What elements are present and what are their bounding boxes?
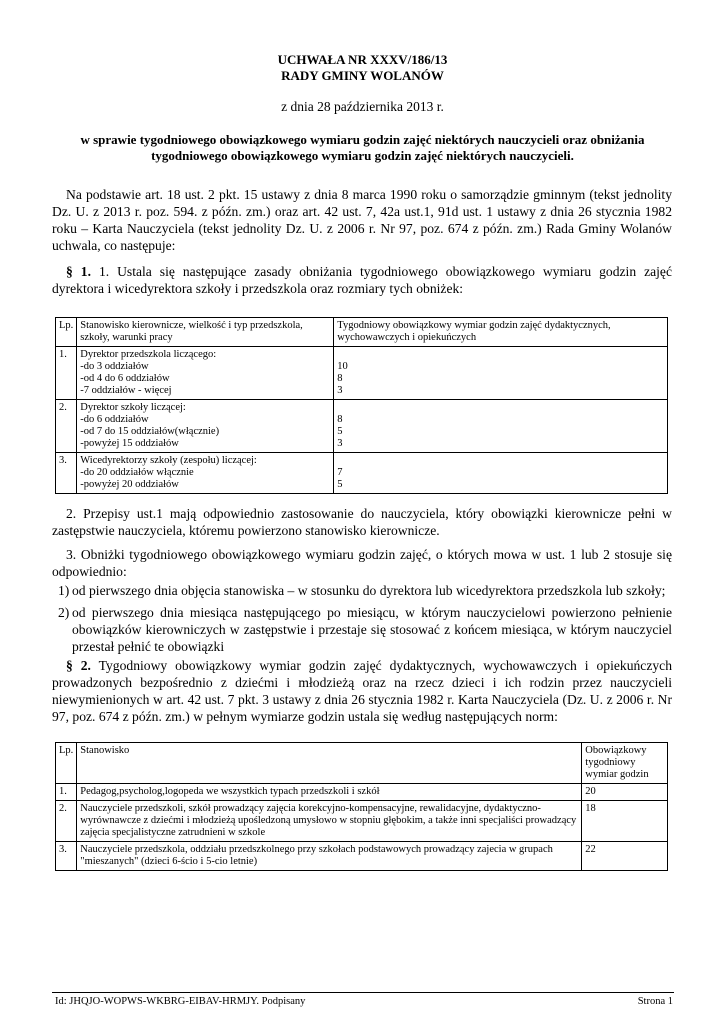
preamble: Na podstawie art. 18 ust. 2 pkt. 15 ustawy z dnia 8 marca 1990 roku o samorządzie gminnym (tekst jednolity Dz. U. z 2013 r. poz. 594. z późn. zm.) oraz art. 42 ust. 7, 42a ust.1, 91d ust. 1 ustawy z dnia 26 stycznia 1982 roku – Karta Nauczyciela (tekst jednolity Dz. U. z 2006 r. Nr 97, poz. 674 z późn. zm.) Rada Gminy Wolanów uchwala, co następuje: — [52, 187, 672, 253]
list-text: od pierwszego dnia miesiąca następującego po miesiącu, w którym nauczycielowi powierzono pełnienie obowiązków kierowniczych w zastępstwie i przestaje się stosować z końcem miesiąca, w którym nauczyciel przestał pełnić te obowiązki — [72, 605, 672, 654]
hours-value: 10 — [337, 361, 348, 372]
list-number: 1) — [58, 583, 70, 598]
row-lp: 2. — [56, 801, 77, 842]
table-row — [56, 801, 668, 842]
position-line: Wicedyrektorzy szkoły (zespołu) liczącej: — [80, 455, 257, 466]
row-lp: 3. — [56, 842, 77, 871]
row-lp: 3. — [56, 453, 77, 494]
table-header-row — [56, 318, 668, 347]
hours-spacer — [337, 349, 664, 361]
reduction-table — [55, 317, 668, 494]
table-row — [56, 347, 668, 400]
hours-value: 8 — [337, 373, 343, 384]
paragraph-2: 2. Przepisy ust.1 mają odpowiednio zastosowanie do nauczyciela, który obowiązki kierownicze pełni w zastępstwie nauczyciela, któremu powierzono stanowisko kierownicze. — [52, 506, 672, 538]
row-position — [77, 400, 334, 453]
table-row — [56, 784, 668, 801]
position-line: Dyrektor przedszkola liczącego: — [80, 349, 217, 360]
row-hours: 18 — [582, 801, 668, 842]
hours-value: 7 — [337, 467, 343, 478]
header-lp: Lp. — [56, 318, 77, 347]
section-1-paragraph — [52, 263, 672, 297]
hours-spacer — [337, 402, 664, 414]
document-id: Id: JHQJO-WOPWS-WKBRG-EIBAV-HRMJY. Podpisany — [55, 996, 306, 1007]
section-1-mark: § 1. — [66, 264, 91, 279]
row-lp: 2. — [56, 400, 77, 453]
hours-value: 5 — [337, 426, 343, 437]
section-1-text: 1. Ustala się następujące zasady obniżania tygodniowego obowiązkowego wymiaru godzin zajęć dyrektora i wicedyrektora szkoły i przedszkola oraz rozmiary tych obniżek: — [52, 264, 673, 296]
header-lp: Lp. — [56, 743, 77, 784]
hours-value: 3 — [337, 385, 343, 396]
table-header-row — [56, 743, 668, 784]
hours-value: 3 — [337, 438, 343, 449]
row-hours: 20 — [582, 784, 668, 801]
council-name: RADY GMINY WOLANÓW — [281, 68, 444, 83]
workload-table — [55, 742, 668, 871]
header-hours: Tygodniowy obowiązkowy wymiar godzin zajęć dydaktycznych, wychowawczych i opiekuńczych — [334, 318, 668, 347]
hours-spacer — [337, 455, 664, 467]
position-line: -powyżej 20 oddziałów — [80, 479, 179, 490]
table-row — [56, 842, 668, 871]
row-hours — [334, 400, 668, 453]
resolution-date: z dnia 28 października 2013 r. — [281, 99, 444, 114]
header-position: Stanowisko kierownicze, wielkość i typ przedszkola, szkoły, warunki pracy — [77, 318, 334, 347]
row-hours: 22 — [582, 842, 668, 871]
hours-value: 8 — [337, 414, 343, 425]
row-position: Nauczyciele przedszkoli, szkół prowadzący zajęcia korekcyjno-kompensacyjne, rewalidacyjne, dydaktyczno-wyrównawcze z dziećmi i młodzieżą upośledzoną umysłowo w stopniu głębokim, a także inni specjaliści prowadzący zajęcia specjalistyczne zatrudnieni w szkole — [77, 801, 582, 842]
position-line: -powyżej 15 oddziałów — [80, 438, 179, 449]
header-hours: Obowiązkowy tygodniowy wymiar godzin — [582, 743, 668, 784]
position-line: -do 3 oddziałów — [80, 361, 149, 372]
row-lp: 1. — [56, 784, 77, 801]
header-position: Stanowisko — [77, 743, 582, 784]
section-2-text: Tygodniowy obowiązkowy wymiar godzin zajęć dydaktycznych, wychowawczych i opiekuńczych prowadzonych bezpośrednio z dziećmi i młodzieżą oraz na rzecz dzieci i ich rodzin przez nauczycieli niewymienionych w art. 42 ust. 7 pkt. 3 ustawy z dnia 26 stycznia 1982 r. Karta Nauczyciela (Dz. U. z 2006 r. Nr 97, poz. 674 z późn. zm.) w pełnym wymiarze godzin ustala się według następujących norm: — [52, 658, 673, 724]
row-lp: 1. — [56, 347, 77, 400]
page-number: Strona 1 — [637, 996, 673, 1007]
table-row — [56, 453, 668, 494]
position-line: -od 4 do 6 oddziałów — [80, 373, 170, 384]
list-item — [52, 604, 672, 655]
hours-value: 5 — [337, 479, 343, 490]
row-position: Nauczyciele przedszkola, oddziału przedszkolnego przy szkołach podstawowych prowadzący zajecia w grupach "mieszanych" (dzieci 6-ścio i 5-cio letnie) — [77, 842, 582, 871]
list-text: od pierwszego dnia objęcia stanowiska – w stosunku do dyrektora lub wicedyrektora przedszkola lub szkoły; — [72, 583, 666, 598]
row-hours — [334, 453, 668, 494]
resolution-number: UCHWAŁA NR XXXV/186/13 — [277, 52, 448, 67]
table-row — [56, 400, 668, 453]
row-position — [77, 347, 334, 400]
position-line: -do 20 oddziałów włącznie — [80, 467, 194, 478]
row-position: Pedagog,psycholog,logopeda we wszystkich typach przedszkoli i szkół — [77, 784, 582, 801]
list-number: 2) — [58, 605, 70, 620]
position-line: Dyrektor szkoły liczącej: — [80, 402, 186, 413]
resolution-subject: w sprawie tygodniowego obowiązkowego wymiaru godzin zajęć niektórych nauczycieli oraz obniżania tygodniowego obowiązkowego wymiaru godzin zajęć niektórych nauczycieli. — [80, 132, 645, 163]
section-2-paragraph — [52, 657, 672, 725]
footer-divider — [52, 992, 674, 993]
row-position — [77, 453, 334, 494]
position-line: -7 oddziałów - więcej — [80, 385, 172, 396]
section-2-mark: § 2. — [66, 658, 91, 673]
position-line: -do 6 oddziałów — [80, 414, 149, 425]
position-line: -od 7 do 15 oddziałów(włącznie) — [80, 426, 220, 437]
row-hours — [334, 347, 668, 400]
paragraph-3: 3. Obniżki tygodniowego obowiązkowego wymiaru godzin zajęć, o których mowa w ust. 1 lub 2 stosuje się odpowiednio: — [52, 547, 672, 579]
list-item — [52, 582, 672, 599]
